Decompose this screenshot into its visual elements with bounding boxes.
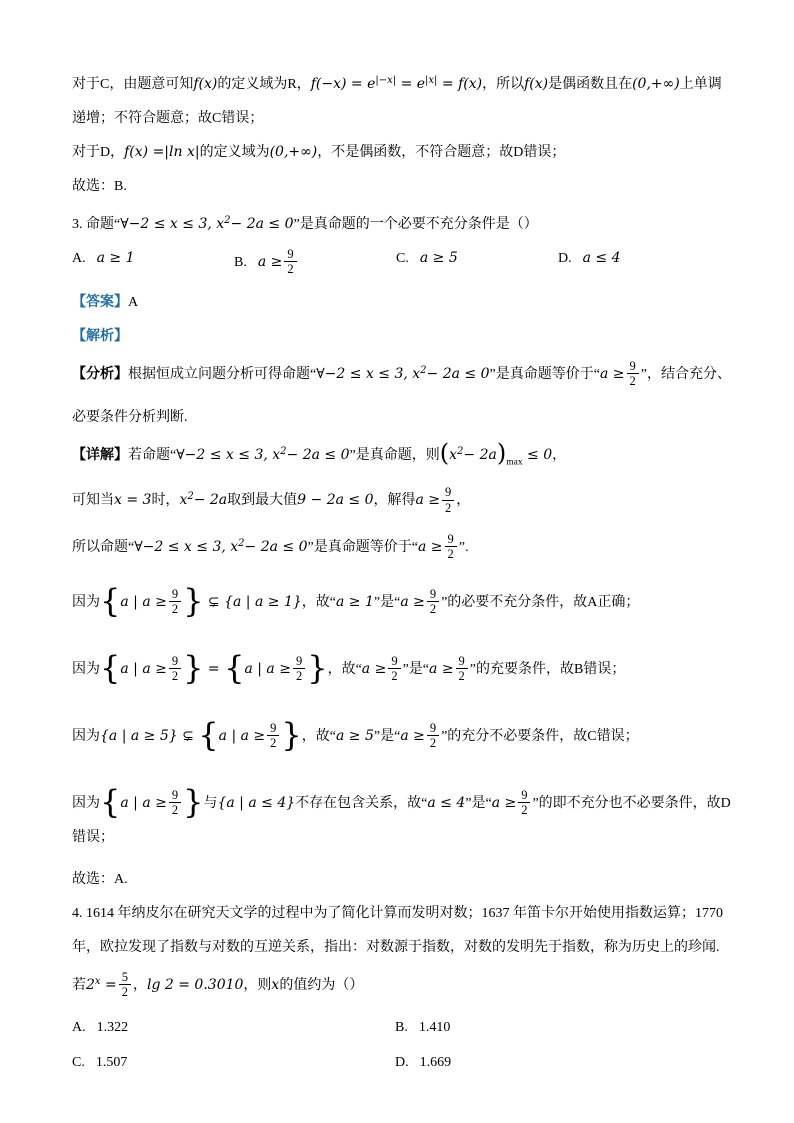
math-run: f(x) =|ln x| bbox=[124, 144, 200, 160]
math-run: ∀−2 ≤ x ≤ 3, x bbox=[120, 216, 225, 232]
superscript: 2 bbox=[238, 538, 245, 550]
math-run: a | a ≥ bbox=[120, 794, 167, 811]
text-run: A bbox=[128, 294, 139, 310]
text-run: ，故“ bbox=[301, 728, 336, 744]
math-run: f(x) bbox=[524, 76, 549, 92]
fraction bbox=[627, 359, 639, 389]
big-brace: } bbox=[183, 782, 204, 821]
fraction-numerator: 9 bbox=[629, 358, 636, 373]
text-run: 的定义域为R， bbox=[217, 77, 311, 92]
fraction-numerator: 9 bbox=[429, 586, 437, 601]
fraction-numerator: 9 bbox=[171, 787, 179, 802]
fraction bbox=[119, 970, 131, 1000]
text-run: 对于D， bbox=[72, 145, 125, 160]
option-label: D. bbox=[558, 251, 572, 266]
q3-answer-line bbox=[72, 292, 736, 313]
fraction bbox=[456, 654, 468, 684]
fraction bbox=[169, 654, 181, 684]
text-run: ，所以 bbox=[482, 77, 525, 92]
big-paren: ) bbox=[496, 439, 507, 468]
fraction-numerator: 9 bbox=[458, 653, 465, 668]
big-brace: } bbox=[183, 581, 204, 620]
q3-xiangjie-line2 bbox=[72, 486, 736, 516]
math-run: a ≥ bbox=[257, 254, 283, 271]
option-label: D. bbox=[395, 1055, 409, 1071]
text-run: 因为 bbox=[72, 795, 100, 811]
section-label: 【分析】 bbox=[72, 366, 128, 382]
text-run: ”是真命题，则 bbox=[349, 447, 440, 463]
math-run: a ≥ bbox=[361, 660, 387, 677]
text-run: ”，结合充分、 bbox=[640, 366, 731, 382]
text-run: 所以命题“ bbox=[72, 540, 135, 556]
math-run: ≤ 0 bbox=[522, 446, 553, 463]
math-run: a ≥ bbox=[417, 539, 443, 556]
text-run: ，故“ bbox=[327, 661, 362, 677]
math-run: a ≥ bbox=[400, 727, 425, 744]
math-run: ∀−2 ≤ x ≤ 3, x bbox=[176, 446, 281, 463]
fraction bbox=[518, 788, 530, 818]
math-run: (0,+∞) bbox=[632, 76, 680, 92]
fraction-denominator: 2 bbox=[627, 373, 639, 388]
math-run: a ≥ bbox=[599, 365, 625, 382]
fraction-denominator: 2 bbox=[169, 802, 181, 817]
option-label: A. bbox=[72, 1020, 86, 1036]
q4-options-row-1 bbox=[72, 1017, 736, 1038]
math-run: a | a ≥ bbox=[244, 660, 291, 677]
answer-option bbox=[72, 248, 234, 278]
fraction-denominator: 2 bbox=[518, 802, 530, 817]
answer-option bbox=[395, 1017, 450, 1038]
math-run: x = 3 bbox=[114, 492, 152, 509]
math-run: = f(x) bbox=[437, 76, 483, 92]
math-run: a ≥ 5 bbox=[335, 727, 374, 744]
math-run: − 2a bbox=[193, 492, 228, 509]
text-run: 递增；不符合题意；故C错误； bbox=[72, 111, 264, 126]
superscript: 2 bbox=[457, 445, 464, 457]
math-run: 9 − 2a ≤ 0 bbox=[297, 492, 374, 509]
fraction bbox=[388, 654, 400, 684]
math-run: = bbox=[203, 660, 225, 677]
fraction-denominator: 2 bbox=[427, 601, 439, 616]
fraction-denominator: 2 bbox=[267, 735, 279, 750]
fraction-numerator: 5 bbox=[121, 969, 128, 984]
q3-options-row bbox=[72, 248, 736, 278]
q2-option-c-analysis-line1 bbox=[72, 70, 736, 95]
text-run: ，解得 bbox=[373, 493, 416, 509]
superscript: 2 bbox=[187, 491, 194, 503]
q3-xiangjie-line1 bbox=[72, 441, 736, 474]
q4-stem-line1 bbox=[72, 903, 736, 924]
math-run: a ≥ bbox=[400, 593, 425, 610]
text-run: ”的充分不必要条件，故C错误； bbox=[441, 728, 639, 744]
text-run: 取到最大值 bbox=[227, 493, 298, 509]
math-run: a | a ≥ bbox=[218, 727, 266, 744]
math-run: − 2a ≤ 0 bbox=[426, 365, 490, 382]
fraction-numerator: 9 bbox=[287, 247, 294, 261]
big-brace: } bbox=[307, 648, 328, 687]
big-paren: ( bbox=[439, 439, 450, 468]
superscript: x bbox=[94, 975, 101, 987]
fraction-denominator: 2 bbox=[445, 546, 457, 561]
math-run: ∀−2 ≤ x ≤ 3, x bbox=[134, 539, 239, 556]
fraction-denominator: 2 bbox=[169, 668, 181, 683]
text-run: 因为 bbox=[72, 728, 100, 744]
fraction-denominator: 2 bbox=[119, 984, 131, 999]
text-run: 是偶函数且在 bbox=[548, 77, 633, 92]
fraction-numerator: 9 bbox=[171, 586, 179, 601]
math-run: = e bbox=[396, 76, 426, 92]
answer-option bbox=[72, 1052, 395, 1073]
fraction-numerator: 9 bbox=[391, 653, 398, 668]
fraction-numerator: 9 bbox=[521, 787, 528, 802]
text-run: ”的即不充分也不必要条件，故D 错误； bbox=[72, 795, 731, 845]
big-brace: { bbox=[198, 715, 219, 754]
text-run: 不存在包含关系，故“ bbox=[295, 795, 428, 811]
text-run: 3. 命题“ bbox=[72, 217, 121, 232]
text-run: ”是真命题等价于“ bbox=[307, 540, 418, 556]
big-brace: } bbox=[281, 715, 302, 754]
fraction bbox=[284, 247, 296, 277]
option-label: C. bbox=[72, 1055, 85, 1071]
text-run: ”是“ bbox=[373, 728, 401, 744]
text-run: 1.669 bbox=[419, 1055, 452, 1071]
fraction-denominator: 2 bbox=[169, 601, 181, 616]
fraction bbox=[427, 587, 439, 617]
q4-stem-line3 bbox=[72, 971, 736, 1001]
text-run: ”的必要不充分条件，故A正确； bbox=[441, 594, 640, 610]
math-run: ∀−2 ≤ x ≤ 3, x bbox=[316, 365, 421, 382]
math-run: {a | a ≤ 4} bbox=[217, 794, 296, 811]
text-run: ，故“ bbox=[301, 594, 336, 610]
fraction-denominator: 2 bbox=[388, 668, 400, 683]
option-label: A. bbox=[72, 251, 86, 266]
fraction-numerator: 9 bbox=[270, 720, 277, 735]
fraction-denominator: 2 bbox=[293, 668, 305, 683]
text-run: 1.322 bbox=[96, 1020, 129, 1036]
math-run: a ≥ 1 bbox=[335, 593, 374, 610]
text-run: 若 bbox=[72, 977, 86, 993]
fraction bbox=[427, 721, 439, 751]
fraction-denominator: 2 bbox=[284, 261, 296, 276]
q3-xiangjie-line3 bbox=[72, 533, 736, 563]
q3-fenxi-line2 bbox=[72, 407, 736, 428]
text-run: 1.410 bbox=[418, 1020, 451, 1036]
text-run: 对于C，由题意可知 bbox=[72, 77, 194, 92]
math-run: − 2a ≤ 0 bbox=[286, 446, 350, 463]
q4-stem-line2 bbox=[72, 937, 736, 958]
text-run: ，则 bbox=[243, 977, 272, 993]
option-label: B. bbox=[395, 1020, 408, 1036]
superscript: 2 bbox=[420, 364, 427, 376]
big-brace: { bbox=[100, 648, 121, 687]
math-run: − 2a ≤ 0 bbox=[244, 539, 308, 556]
math-run: (0,+∞) bbox=[269, 144, 318, 160]
text-run: ”是真命题等价于“ bbox=[489, 366, 600, 382]
math-run: = bbox=[100, 976, 117, 993]
fraction-numerator: 9 bbox=[429, 720, 437, 735]
fraction bbox=[169, 788, 181, 818]
text-run: 因为 bbox=[72, 661, 100, 677]
superscript: |x| bbox=[425, 75, 438, 86]
text-run: ”的充要条件，故B错误； bbox=[469, 661, 626, 677]
math-run: x bbox=[179, 492, 188, 509]
text-run: 与 bbox=[203, 795, 218, 811]
q3-reason-option-b bbox=[72, 647, 736, 693]
text-run: 的定义域为 bbox=[199, 145, 270, 160]
text-run: ，不是偶函数，不符合题意；故D错误； bbox=[317, 145, 566, 160]
fraction-numerator: 9 bbox=[295, 653, 303, 668]
math-run: a ≤ 4 bbox=[582, 250, 621, 266]
q3-fenxi-line bbox=[72, 360, 736, 390]
math-run: a ≥ 5 bbox=[419, 250, 458, 266]
option-label: B. bbox=[234, 255, 247, 271]
big-brace: { bbox=[100, 782, 121, 821]
big-brace: { bbox=[100, 581, 121, 620]
text-run: ”是“ bbox=[465, 795, 492, 811]
math-run: lg 2 = 0.3010 bbox=[147, 976, 244, 993]
text-run: ， bbox=[552, 447, 567, 463]
text-run: 故选：B. bbox=[72, 179, 127, 194]
q2-option-d-analysis bbox=[72, 142, 736, 163]
math-run: a ≥ 1 bbox=[96, 250, 135, 266]
text-run: 故选：A. bbox=[72, 871, 128, 887]
superscript: |−x| bbox=[375, 75, 397, 86]
math-run: − 2a bbox=[463, 446, 497, 463]
text-run: 因为 bbox=[72, 594, 100, 610]
math-run: a | a ≥ bbox=[120, 593, 167, 610]
math-run: a ≥ bbox=[415, 492, 441, 509]
answer-option bbox=[395, 1052, 451, 1073]
big-brace: { bbox=[224, 648, 245, 687]
q2-option-c-analysis-line2 bbox=[72, 108, 736, 129]
superscript: 2 bbox=[224, 215, 231, 226]
math-run: a ≥ bbox=[491, 794, 517, 811]
fraction bbox=[293, 654, 305, 684]
text-run: 时， bbox=[151, 493, 180, 509]
math-run: {a | a ≥ 5} ⊊ bbox=[100, 727, 199, 744]
text-run: 的值约为（） bbox=[279, 977, 364, 993]
answer-option bbox=[396, 248, 558, 278]
fraction-denominator: 2 bbox=[427, 735, 439, 750]
q3-jiexi-label-line bbox=[72, 326, 736, 347]
answer-option bbox=[558, 248, 621, 278]
text-run: 4. 1614 年纳皮尔在研究天文学的过程中为了简化计算而发明对数；1637 年笛卡尔开始使用指数运算；1770 bbox=[72, 905, 723, 921]
section-label: 【答案】 bbox=[72, 294, 128, 310]
answer-option bbox=[234, 248, 396, 278]
fraction bbox=[267, 721, 279, 751]
math-run: ⊊ {a | a ≥ 1} bbox=[203, 593, 302, 610]
section-label: 【解析】 bbox=[72, 328, 128, 344]
fraction-numerator: 9 bbox=[171, 653, 179, 668]
text-run: 1.507 bbox=[95, 1055, 128, 1071]
text-run: 可知当 bbox=[72, 493, 114, 509]
q3-final-answer bbox=[72, 869, 736, 890]
math-run: f(x) bbox=[193, 76, 218, 92]
text-run: 必要条件分析判断. bbox=[72, 409, 188, 425]
text-run: ”是“ bbox=[373, 594, 401, 610]
text-run: ， bbox=[133, 977, 147, 993]
q2-final-answer bbox=[72, 176, 736, 197]
math-run: a ≥ bbox=[429, 660, 454, 677]
math-run: x bbox=[449, 446, 458, 463]
text-run: 上单调 bbox=[679, 77, 722, 92]
option-label: C. bbox=[396, 251, 409, 266]
q3-reason-option-d bbox=[72, 781, 736, 848]
fraction-denominator: 2 bbox=[442, 500, 454, 515]
q3-reason-option-a bbox=[72, 580, 736, 626]
subscript: max bbox=[506, 457, 523, 468]
math-run: − 2a ≤ 0 bbox=[230, 216, 294, 232]
math-run: f(−x) = e bbox=[310, 76, 376, 92]
math-run: x bbox=[271, 976, 280, 993]
superscript: 2 bbox=[280, 445, 287, 457]
q3-stem bbox=[72, 210, 736, 235]
fraction-numerator: 9 bbox=[445, 485, 452, 500]
q3-reason-option-c bbox=[72, 714, 736, 760]
math-run: a ≤ 4 bbox=[427, 794, 466, 811]
text-run: ”是真命题的一个必要不充分条件是（） bbox=[293, 217, 538, 232]
fraction bbox=[442, 485, 454, 515]
big-brace: } bbox=[183, 648, 204, 687]
fraction-numerator: 9 bbox=[447, 531, 454, 546]
text-run: 若命题“ bbox=[128, 447, 177, 463]
section-label: 【详解】 bbox=[72, 447, 128, 463]
text-run: ”是“ bbox=[402, 661, 430, 677]
text-run: ”. bbox=[458, 540, 469, 556]
answer-option bbox=[72, 1017, 395, 1038]
q4-options-row-2 bbox=[72, 1052, 736, 1073]
text-run: ， bbox=[456, 493, 471, 509]
text-run: 根据恒成立问题分析可得命题“ bbox=[128, 366, 317, 382]
math-run: 2 bbox=[86, 976, 95, 993]
fraction-denominator: 2 bbox=[456, 668, 468, 683]
fraction bbox=[445, 532, 457, 562]
math-run: a | a ≥ bbox=[120, 660, 167, 677]
fraction bbox=[169, 587, 181, 617]
text-run: 年，欧拉发现了指数与对数的互逆关系，指出：对数源于指数，对数的发明先于指数，称为历史上的珍闻. bbox=[72, 939, 720, 955]
